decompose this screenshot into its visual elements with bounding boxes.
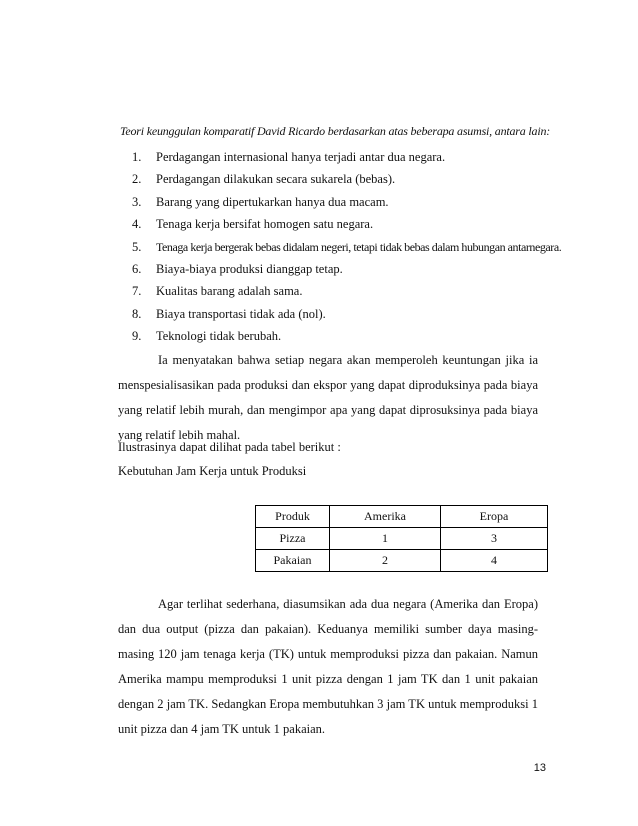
list-item-text: Perdagangan dilakukan secara sukarela (bebas). bbox=[156, 172, 396, 187]
list-item-text: Tenaga kerja bersifat homogen satu negara. bbox=[156, 217, 374, 232]
list-item-text: Perdagangan internasional hanya terjadi antar dua negara. bbox=[156, 150, 446, 164]
table-cell: 2 bbox=[330, 550, 441, 572]
paragraph-ricardo: Ia menyatakan bahwa setiap negara akan memperoleh keuntungan jika ia menspesialisasikan pada produksi dan ekspor yang dapat diproduksinya pada biaya yang relatif lebih murah, dan mengimpor apa yang dapat diprosuksinya pada biaya yang relatif lebih mahal. bbox=[118, 353, 538, 442]
list-item-text: Biaya-biaya produksi dianggap tetap. bbox=[156, 261, 343, 276]
list-item-text: Teknologi tidak berubah. bbox=[156, 329, 282, 344]
table-row bbox=[256, 550, 548, 572]
assumption-list bbox=[132, 146, 561, 348]
list-item: 1. Perdagangan internasional hanya terjadi antar dua negara. bbox=[132, 150, 446, 164]
list-item: 7. Kualitas barang adalah sama. bbox=[132, 284, 303, 299]
list-item-text: Biaya transportasi tidak ada (nol). bbox=[156, 306, 326, 321]
list-item: 6. Biaya-biaya produksi dianggap tetap. bbox=[132, 261, 343, 276]
list-item-text: Kualitas barang adalah sama. bbox=[156, 284, 303, 299]
table-cell: Pizza bbox=[256, 528, 330, 550]
table-cell: Pakaian bbox=[256, 550, 330, 572]
table-cell: 1 bbox=[330, 528, 441, 550]
list-item: 2. Perdagangan dilakukan secara sukarela (bebas). bbox=[132, 172, 396, 187]
page-number: 13 bbox=[533, 762, 546, 774]
table-cell: 3 bbox=[441, 528, 548, 550]
table-row bbox=[256, 528, 548, 550]
table-header-cell: Eropa bbox=[441, 506, 548, 528]
intro-text: Teori keunggulan komparatif David Ricardo berdasarkan atas beberapa asumsi, antara lain: bbox=[120, 124, 551, 138]
paragraph-illustration: Agar terlihat sederhana, diasumsikan ada dua negara (Amerika dan Eropa) dan dua output (pizza dan pakaian). Keduanya memiliki sumber daya masing-masing 120 jam tenaga kerja (TK) untuk memproduksi pizza dan pakaian. Namun Amerika mampu memproduksi 1 unit pizza dengan 1 jam TK dan 1 unit pakaian dengan 2 jam TK. Sedangkan Eropa membutuhkan 3 jam TK untuk memproduksi 1 unit pizza dan 4 jam TK untuk 1 pakaian. bbox=[118, 597, 538, 736]
table-header-row bbox=[256, 506, 548, 528]
list-item: 3. Barang yang dipertukarkan hanya dua macam. bbox=[132, 194, 389, 209]
labor-hours-table bbox=[255, 505, 548, 572]
list-item: 9. Teknologi tidak berubah. bbox=[132, 329, 282, 344]
table-header-cell: Produk bbox=[256, 506, 330, 528]
table-header-cell: Amerika bbox=[330, 506, 441, 528]
table-title: Kebutuhan Jam Kerja untuk Produksi bbox=[118, 464, 307, 478]
list-item: 8. Biaya transportasi tidak ada (nol). bbox=[132, 306, 326, 321]
list-item: 4. Tenaga kerja bersifat homogen satu negara. bbox=[132, 217, 374, 232]
list-item-text: Tenaga kerja bergerak bebas didalam negeri, tetapi tidak bebas dalam hubungan antarnegara. bbox=[156, 239, 562, 254]
illustration-text: Ilustrasinya dapat dilihat pada tabel berikut : bbox=[118, 440, 341, 454]
list-item-text: Barang yang dipertukarkan hanya dua macam. bbox=[156, 194, 389, 209]
table-cell: 4 bbox=[441, 550, 548, 572]
list-item: 5. Tenaga kerja bergerak bebas didalam negeri, tetapi tidak bebas dalam hubungan antarnegara. bbox=[132, 239, 562, 254]
